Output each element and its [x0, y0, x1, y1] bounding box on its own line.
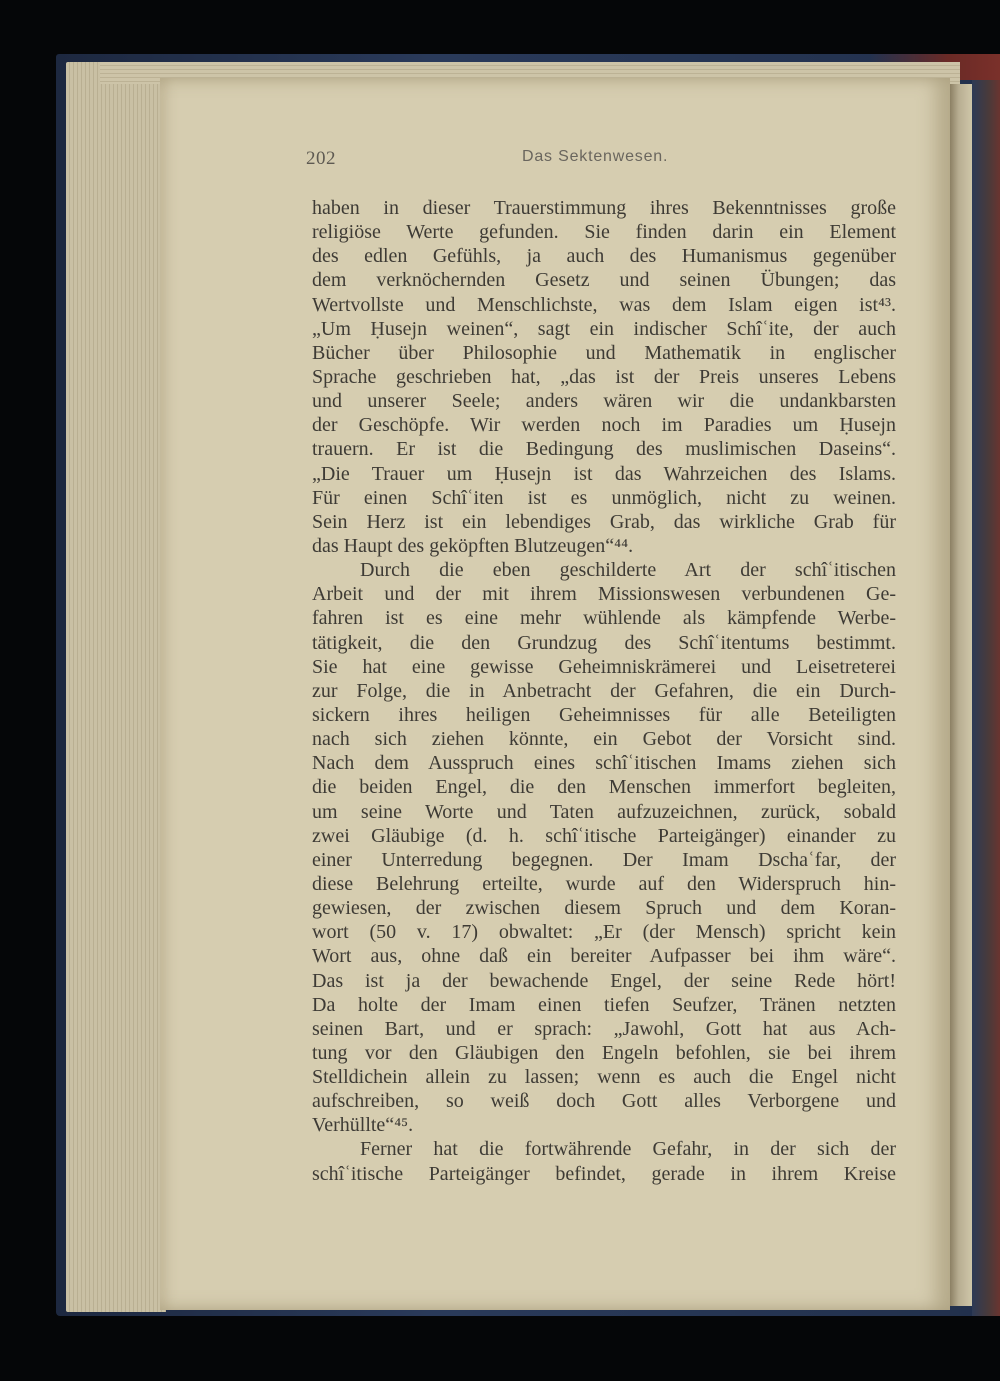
text-line: Bücher über Philosophie und Mathematik in englischer: [312, 341, 896, 364]
text-line: um seine Worte und Taten aufzuzeichnen, zurück, sobald: [312, 800, 896, 823]
text-line: wort (50 v. 17) obwaltet: „Er (der Mensch) spricht kein: [312, 921, 896, 944]
text-line: tätigkeit, die den Grundzug des Schîʿitentums bestimmt.: [312, 631, 896, 654]
text-line: haben in dieser Trauerstimmung ihres Bekenntnisses große: [312, 197, 896, 219]
text-line: seinen Bart, und er sprach: „Jawohl, Gott hat aus Ach-: [312, 1017, 896, 1040]
text-line: das Haupt des geköpften Blutzeugen“⁴⁴.: [312, 534, 634, 557]
text-line: Arbeit und der mit ihrem Missionswesen verbundenen Ge-: [312, 583, 896, 606]
text-line: Stelldichein allein zu lassen; wenn es auch die Engel nicht: [312, 1066, 896, 1089]
text-line: gewiesen, der zwischen diesem Spruch und dem Koran-: [312, 897, 896, 920]
text-line: einer Unterredung begegnen. Der Imam Dschaʿfar, der: [312, 848, 896, 871]
text-line: diese Belehrung erteilte, wurde auf den Widerspruch hin-: [312, 872, 896, 895]
page-number: 202: [306, 148, 336, 169]
text-line: Wort aus, ohne daß ein bereiter Aufpasser bei ihm wäre“.: [312, 945, 896, 968]
body-text: [312, 196, 896, 1186]
text-line: Verhüllte“⁴⁵.: [312, 1114, 414, 1137]
text-line: und unserer Seele; anders wären wir die undankbarsten: [312, 390, 896, 413]
text-line: der Geschöpfe. Wir werden noch im Paradies um Ḥusejn: [312, 414, 896, 437]
text-line: Das ist ja der bewachende Engel, der seine Rede hört!: [312, 969, 896, 992]
text-line: Sein Herz ist ein lebendiges Grab, das wirkliche Grab für: [312, 510, 896, 533]
text-line: zur Folge, die in Anbetracht der Gefahren, die ein Durch-: [312, 679, 896, 702]
text-line: trauern. Er ist die Bedingung des muslimischen Daseins“.: [312, 438, 896, 461]
page-edges-left: [66, 62, 166, 1312]
text-line: Durch die eben geschilderte Art der schîʿitischen: [360, 559, 896, 582]
text-line: Sprache geschrieben hat, „das ist der Preis unseres Lebens: [312, 365, 896, 388]
text-line: sickern ihres heiligen Geheimnisses für alle Beteiligten: [312, 703, 896, 726]
text-line: Nach dem Ausspruch eines schîʿitischen Imams ziehen sich: [312, 752, 896, 775]
page-header: [306, 148, 896, 172]
text-line: tung vor den Gläubigen den Engeln befohlen, sie bei ihrem: [312, 1041, 896, 1064]
gutter: [950, 84, 972, 1306]
text-line: dem verknöchernden Gesetz und seinen Übungen; das: [312, 269, 896, 292]
text-line: Da holte der Imam einen tiefen Seufzer, Tränen netzten: [312, 993, 896, 1016]
text-line: aufschreiben, so weiß doch Gott alles Verborgene und: [312, 1090, 896, 1113]
text-line: religiöse Werte gefunden. Sie finden darin ein Element: [312, 221, 896, 244]
text-line: die beiden Engel, die den Menschen immerfort begleiten,: [312, 776, 896, 799]
text-line: schîʿitische Parteigänger befindet, gerade in ihrem Kreise: [312, 1162, 896, 1185]
text-line: Ferner hat die fortwährende Gefahr, in der sich der: [360, 1138, 896, 1161]
text-line: „Um Ḥusejn weinen“, sagt ein indischer Schîʿite, der auch: [312, 317, 896, 340]
text-line: „Die Trauer um Ḥusejn ist das Wahrzeichen des Islams.: [312, 462, 896, 485]
running-head: Das Sektenwesen.: [522, 148, 669, 165]
text-line: Sie hat eine gewisse Geheimniskrämerei und Leisetreterei: [312, 655, 896, 678]
text-line: nach sich ziehen könnte, ein Gebot der Vorsicht sind.: [312, 728, 896, 751]
text-line: Wertvollste und Menschlichste, was dem Islam eigen ist⁴³.: [312, 293, 896, 316]
text-line: des edlen Gefühls, ja auch des Humanismus gegenüber: [312, 245, 896, 268]
facing-page-edge: [972, 80, 1000, 1316]
text-line: zwei Gläubige (d. h. schîʿitische Parteigänger) einander zu: [312, 824, 896, 847]
text-line: fahren ist es eine mehr wühlende als kämpfende Werbe-: [312, 607, 896, 630]
text-line: Für einen Schîʿiten ist es unmöglich, nicht zu weinen.: [312, 486, 896, 509]
